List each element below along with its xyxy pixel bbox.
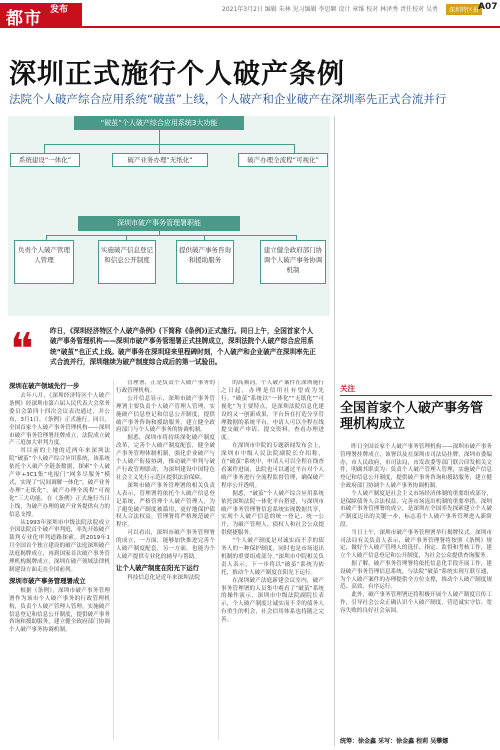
lead-paragraph: 昨日，《深圳经济特区个人破产条例》(下简称《条例》)正式施行。同日上午，全国首家个人破产事务管理机构——深圳市破产事务管理署正式挂牌成立，深圳法院个人破产综合应用系统“破茧”也正式上线。破产事务在深圳迎来里程碑时刻，个人破产和企业破产在深圳率先正式合流并行，深圳继续为破产制度综合成后的第一试验田。 <box>50 327 316 367</box>
diagram-connector <box>46 235 296 236</box>
body-paragraph: 据悉，“破茧”个人破产综合应用系统依托深圳法院一体化平台搭建，与深圳市破产事务管理署信息系统实现数据共享，实现个人破产信息的统一登记、统一公开，为破产管理人、债权人和社会公众提供便捷服务。 <box>221 490 324 537</box>
body-paragraph: 科技信息化是近年来深圳法院 <box>127 574 200 581</box>
body-paragraph: 在深圳市中院的专题新闻发布会上，深圳市中级人民法院副院长介绍称，在“破茧”系统中，申请人可以全程在线查看案件进展，法院也可以通过平台对个人破产事务进行全流程监督管理，确保破产程序公开透明。 <box>221 443 324 489</box>
body-paragraph: 管理署，正是负责个人破产事务的行政管理机构。 <box>116 380 215 394</box>
body-paragraph: 根据《条例》，深圳市破产事务管理署作为该市个人破产事务的行政管理机构，负责个人破产管理人管理，实施破产信息登记和信息公开制度，提供破产事务咨询和援助服务，建立健全政府部门协调个人破产事务协调机制。 <box>9 587 110 634</box>
sidebar-tag: 关注 <box>340 384 355 393</box>
diagram-connector <box>44 144 294 145</box>
headline: 深圳正式施行个人破产条例 <box>9 59 345 90</box>
body-paragraph: 此外，破产事务管理署还将积极开展个人破产制度宣传工作，引导社会公众正确认识个人破产制度，营造诚实守信、宽容失败的良好社会氛围。 <box>340 592 492 614</box>
body-paragraph: 据了解，破产事务管理署将依托信息化手段开展工作，建设破产事务管理信息系统，与法院“破茧”系统实现互联互通，为个人破产案件的办理提供全方位支撑，推动个人破产制度规范、高效、有序运行。 <box>340 560 492 591</box>
section-heading: 深圳在破产领域先行一步 <box>9 382 80 390</box>
subheadline: 法院个人破产综合应用系统“破茧”上线，个人破产和企业破产在深圳率先正式合流并行 <box>9 92 447 106</box>
body-paragraph: 公开信息显示，深圳市破产事务管理署主要负责个人破产管理人管理，实施破产信息登记和信息公开制度，提供破产事务咨询和援助服务，建立健全政府部门与个人破产事务的协调机制。 <box>116 395 215 434</box>
diagram-connector <box>159 144 160 153</box>
body-paragraph: “个人破产制度是对诚实而不幸的债务人的一种保护制度，同时也是市场退出机制的重要组成部分。”深圳市中院相关负责人表示，下一步将以“破茧”系统为依托，推动个人破产制度在阳光下运行。 <box>221 538 324 576</box>
masthead <box>0 0 500 30</box>
edition-meta: 2021年3月2日 编辑 朱林 见习编辑 李思颖 设计 章维 校对 林泽秀 责任校对 吴勇 <box>222 6 438 13</box>
article-column-3 <box>221 380 324 746</box>
column-divider <box>113 380 114 740</box>
diagram-connector <box>294 144 295 153</box>
diagram-duty-4: 建立健全政府部门协调个人破产事务协调机制 <box>260 240 326 284</box>
body-paragraph: 从1993年深圳市中级法院法院成立全国法院首个破产审判庭，率先开始破产裁判专业化审判道路探索，到2019年1月全国首个独立建设的破产法庭深圳破产法庭揭牌成立，再到国家首次破产事务管理机构揭牌成立，深圳在破产领域法律机制建设方面走在全国前列。 <box>9 519 110 573</box>
body-paragraph: 其目前的土地的近两年来深圳法院“破茧”个人破产综合应用系统，该系统依托个人破产全链条数据，探索“个人破产审+3C1集”电报门“网多尽服务”模式，实现了“民间调解一体化”，破产业务办理“无纸化”，破产办理全流程“可视化”三大功能，在《条例》正式施行当日上线，为破产办理的破产业务提供有力的信息支撑。 <box>9 448 110 518</box>
sidebar-title: 全国首家个人破产事务管理机构成立 <box>340 401 484 432</box>
diagram-duty-1: 负责个人破产管理人管理 <box>14 240 74 284</box>
body-paragraph: 昨日全国首家个人破产事务管理机构——深圳市破产事务管理署挂牌成立，该署以及在深圳市司法局挂牌，深圳市委编办，市人民政府，市司法局，市发改委等部门联合印发相关文件，明确其职责为：负责个人破产管理人管理，实施破产信息登记和信息公开制度，提供破产事务咨询和援助服务，建立健全政府部门协调个人破产事务协调机制。 <box>340 444 492 489</box>
diagram-system-title: “破茧”个人破产综合应用系统3大功能 <box>74 116 244 130</box>
body-paragraph: 据悉，深圳市将持续深化破产制度改革，完善个人破产制度配套，健全破产事务管理体制机制，强化企业破产与个人破产衔接协调，推动破产审判与破产行政管理联动，为深圳建设中国特色社会主义先行示范区提供法治保障。 <box>116 435 215 481</box>
diagram-feature-2: 破产业务办理“无纸化” <box>112 153 208 167</box>
masthead-rule <box>82 26 500 28</box>
diagram-duty-3: 提供破产事务咨询和援助服务 <box>176 240 234 284</box>
column-divider <box>218 380 219 740</box>
diagram-feature-3: 破产办理全流程“可视化” <box>238 153 328 167</box>
body-paragraph: 去年八月，《深圳经济特区个人破产条例》经深圳市第六届人民代表大会常务委员会第四十四次会议表决通过，并公布，3月1日，《条例》正式施行。同日，全国首家个人破产事务管理机构——深圳市破产事务管理署挂牌成立，法院成立破产三庭加大审判力度。 <box>9 393 110 447</box>
body-paragraph: 深圳市破产事务管理署的相关负责人表示，管理署将依托个人破产信息登记系统，严格管理个人破产管理人，为了避免破产制度被滥用，更好地保护债权人合法权益，管理署将严格规范破产程序。 <box>116 482 215 529</box>
diagram-duty-2: 实施破产信息登记和信息公开制度 <box>98 240 156 284</box>
diagram-office-title: 深圳市破产事务管理署职能 <box>78 216 240 231</box>
sidebar-rule <box>340 395 492 396</box>
sidebar-body <box>340 444 492 616</box>
body-paragraph: 在深圳破产法庭新建会议室内，破产事务管理署的人员集中观看了“破茧”系统的操作演示，深圳市中级法院副院长表示，个人破产制度让诚实而不幸的债务人有重生的机会，社会信用体系也将随之完善。 <box>221 577 324 624</box>
section-heading: 深圳市破产事务管理署成立 <box>9 576 86 585</box>
sidebar-divider <box>334 116 335 746</box>
page-number: A07 <box>478 2 498 12</box>
paper-tag: 深圳特区报 <box>446 4 482 15</box>
body-paragraph: 当日上午，深圳市破产事务管理署举行揭牌仪式。深圳市司法局有关负责人表示，破产事务管理署将按照《条例》规定，做好个人破产管理人的选任、指定、监督和考核工作，建立个人破产信息登记和公开制度，为社会公众提供查询服务。 <box>340 529 492 560</box>
diagram-connector <box>159 130 160 144</box>
quote-mark-icon: ❝ <box>10 324 34 375</box>
infographic-diagram <box>8 116 330 316</box>
section-title: 都市 <box>6 9 42 29</box>
body-paragraph: 可以看出，深圳市破产事务管理署的成立，一方面，能够加快推进完善个人破产制度配套，另一方面，也能为个人破产提供专业化的辅导与帮助。 <box>116 530 215 560</box>
section-heading: 让个人破产制度在阳光下运行 <box>116 563 200 572</box>
body-paragraph: 的高频词。个人破产案件在深圳施行之日起，办理是信用社有望成为先行。“破茧”系统以“一体化”“无纸化”“可视化”为主要特点，是深圳法院信息化建设的又一创新成果，平台旨在打造分享管理数据的系统平台，申请人可以全程在线提交破产申请、提交资料，查看办理进度。 <box>221 380 324 442</box>
article-column-2 <box>116 380 215 746</box>
byline: 统筹：徐金鑫 采写：徐金鑫 程莉 吴攀娜 <box>340 738 449 745</box>
diagram-feature-1: 系统建设“一体化” <box>10 153 80 167</box>
body-paragraph: 个人破产制度是社会主义市场经济体制的重要组成部分，是保障债务人合法权益、完善市场退出机制的重要举措。深圳市破产事务管理署的成立，是深圳在全国率先探索建立个人破产制度迈出的关键一步，标志着个人破产事务管理进入新阶段。 <box>340 490 492 528</box>
diagram-connector <box>44 144 45 153</box>
article-column-1 <box>9 380 110 746</box>
section-subtitle: 发布 <box>50 5 69 15</box>
